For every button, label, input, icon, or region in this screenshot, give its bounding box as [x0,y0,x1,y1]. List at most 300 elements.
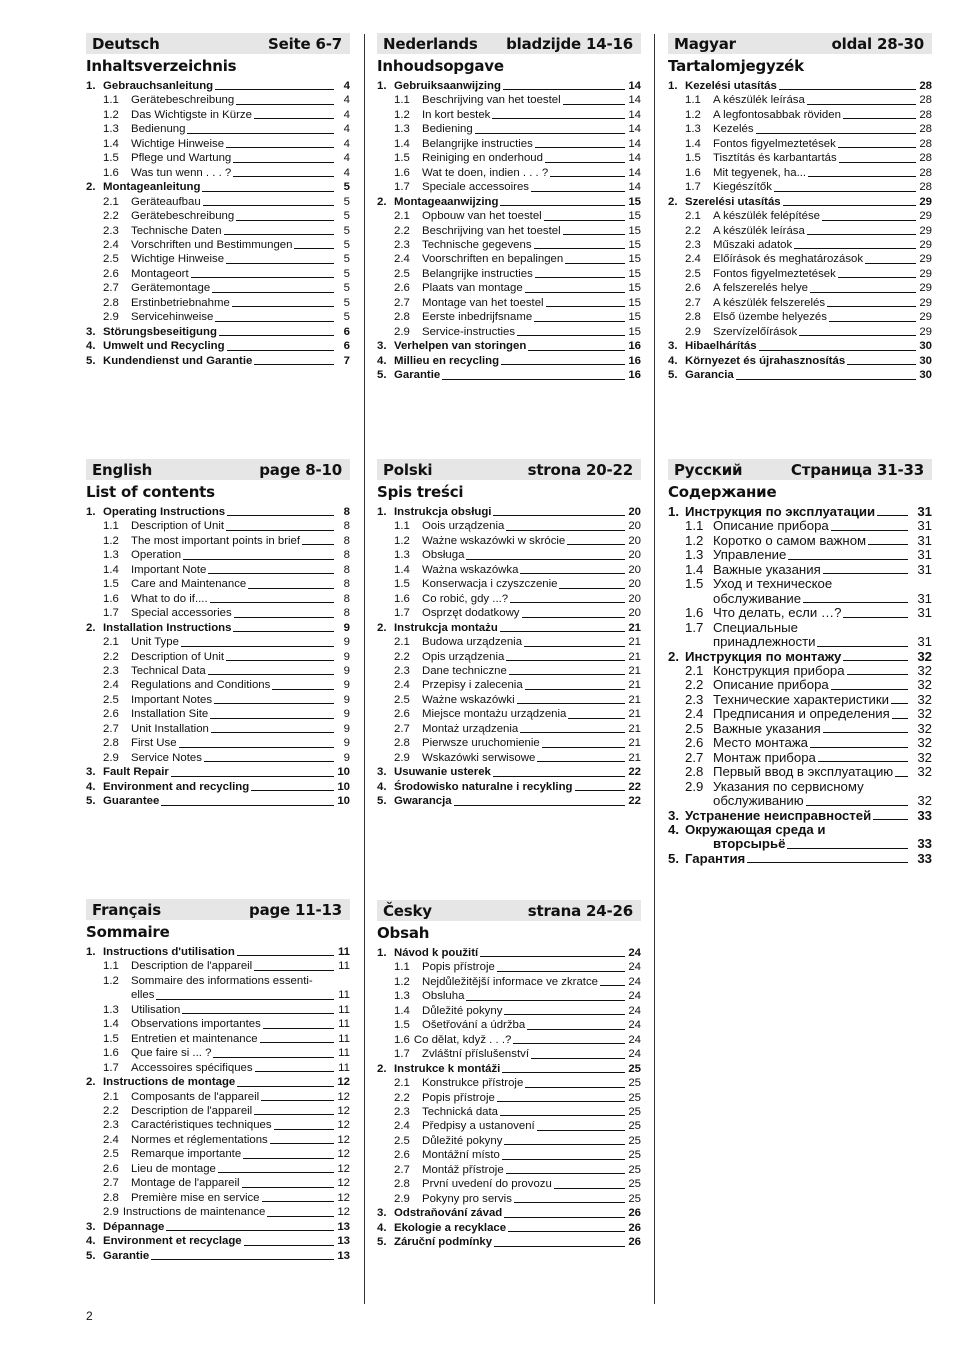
toc-entry [86,267,350,281]
page-range: strana 24-26 [527,901,633,920]
toc-entry [377,296,641,310]
toc-entry-page: 22 [628,766,641,779]
toc-entry [86,707,350,721]
dot-leader [243,1158,334,1159]
toc-entry-label: Entretien et maintenance [131,1032,258,1045]
toc-entry-page: 20 [628,549,641,562]
toc-entry-page: 15 [628,224,641,237]
toc-entry-number: 5. [86,795,96,808]
toc-entry-number: 2.9 [103,751,119,764]
language-name: Deutsch [92,34,160,53]
toc-entry-label: Instrukce k montáži [394,1062,501,1075]
dot-leader [219,335,334,336]
toc-entry-number: 2.1 [685,662,704,678]
toc-entry-page: 33 [917,807,932,823]
toc-entry [377,1091,641,1105]
toc-entry [377,707,641,721]
toc-entry-number: 2.1 [394,1077,410,1090]
dot-leader [166,1230,334,1231]
toc-entry [86,519,350,533]
dot-leader [839,162,916,163]
dot-leader [181,646,334,647]
toc-list [377,505,641,809]
toc-entry-label: Environment and recycling [103,780,250,793]
dot-leader [183,559,334,560]
toc-entry-label: Гарантия [685,850,746,866]
dot-leader [525,689,625,690]
toc-entry-label: Ważne wskazówki [422,693,515,706]
toc-entry-page: 29 [919,282,932,295]
toc-entry-label: Коротко о самом важном [713,532,867,548]
toc-entry-number: 1.1 [394,961,410,974]
toc-entry-page: 16 [628,354,641,367]
toc-entry-page: 30 [919,369,932,382]
toc-entry-number: 2.3 [394,238,410,251]
toc-entry-page: 31 [917,605,932,621]
dot-leader [550,176,625,177]
toc-entry-number: 1. [668,504,679,519]
toc-entry-label: Vorschriften und Bestimmungen [131,238,293,251]
toc-entry [86,945,350,959]
toc-entry-label: Pflege und Wartung [131,152,232,165]
toc-entry-label: Special accessories [131,607,232,620]
toc-entry-page: 11 [338,960,350,973]
dot-leader [475,133,625,134]
dot-leader [575,790,625,791]
toc-entry-number: 1.5 [394,152,410,165]
toc-entry-page: 14 [628,152,641,165]
toc-entry-label: Garantie [394,369,441,382]
toc-entry-label: Obsługa [422,549,465,562]
dot-leader [254,364,334,365]
toc-entry-page: 28 [919,181,932,194]
column-divider-right [654,34,655,1304]
toc-entry-number: 1.3 [685,123,701,136]
toc-entry-page: 9 [343,751,350,764]
toc-entry [377,281,641,295]
dot-leader [254,970,334,971]
toc-entry [377,368,641,382]
section-header [86,899,350,920]
toc-entry [86,325,350,339]
toc-entry-number: 1.2 [685,108,701,121]
toc-entry-label: Beschrijving van het toestel [422,94,561,107]
dot-leader [234,617,334,618]
dot-leader [251,790,334,791]
toc-entry-label: A legfontosabbak röviden [713,108,841,121]
dot-leader [827,306,916,307]
toc-entry [86,664,350,678]
dot-leader [847,674,908,675]
toc-entry-number: 2.5 [103,693,119,706]
toc-entry-label: принадлежности [713,634,816,650]
toc-entry-label: Garantie [103,1249,150,1262]
toc-entry [668,707,932,721]
toc-entry-number: 1.5 [394,1019,410,1032]
toc-entry-number: 2.8 [685,311,701,324]
toc-entry-page: 24 [628,961,641,974]
toc-entry-number: 1.7 [103,1061,119,1074]
dot-leader [525,292,625,293]
toc-entry [668,693,932,707]
toc-entry-number: 1.2 [685,532,704,548]
toc-entry-label: Záruční podmínky [394,1236,493,1249]
dot-leader [527,1029,625,1030]
toc-entry-label: Composants de l'appareil [131,1090,260,1103]
toc-entry [377,1062,641,1076]
toc-entry-label: Regulations and Conditions [131,679,271,692]
toc-entry-label: Operation [131,549,182,562]
toc-entry-page: 14 [628,94,641,107]
toc-entry-label: Belangrijke instructies [422,137,533,150]
toc-entry [86,959,350,973]
toc-entry-number: 1.4 [394,1004,410,1017]
toc-entry-number: 4. [86,340,96,353]
dot-leader [559,588,625,589]
toc-entry-label: Gwarancja [394,795,452,808]
toc-entry-page: 24 [628,947,641,959]
dot-leader [838,277,916,278]
toc-entry [377,765,641,779]
toc-entry-number: 2.3 [685,691,704,707]
toc-entry-page: 11 [338,1003,350,1016]
toc-entry-page: 7 [343,354,350,367]
toc-entry-number: 2.1 [394,210,410,223]
toc-entry [86,621,350,635]
toc-entry-number: 2.6 [685,735,704,751]
dot-leader [810,747,908,748]
toc-entry-label: Wskazówki serwisowe [422,751,536,764]
section-title: Tartalomjegyzék [668,57,804,75]
dot-leader [522,617,626,618]
toc-entry-label: Монтаж прибора [713,749,816,765]
toc-entry-number: 1.6 [394,166,410,179]
toc-entry-label: Fault Repair [103,766,169,779]
section-title: Sommaire [86,923,170,941]
toc-entry-page: 15 [628,267,641,280]
dot-leader [822,220,916,221]
toc-entry-page: 33 [917,850,932,866]
toc-entry-page: 32 [917,793,932,809]
toc-entry-page: 25 [628,1134,641,1147]
dot-leader [838,147,916,148]
toc-entry [377,563,641,577]
dot-leader [466,1000,625,1001]
toc-entry-number: 1.1 [103,94,119,107]
toc-entry-page: 31 [917,561,932,577]
toc-entry-page: 32 [917,735,932,751]
toc-entry-page: 15 [628,253,641,266]
toc-entry-number: 2.4 [103,238,119,251]
toc-entry-page: 25 [628,1192,641,1205]
toc-entry [86,592,350,606]
toc-entry-number: 1.3 [103,123,119,136]
toc-entry [668,79,932,93]
dot-leader [513,1043,625,1044]
toc-entry-label: Description of Unit [131,650,225,663]
toc-entry-page: 21 [628,708,641,721]
toc-entry-label: Geräteaufbau [131,195,201,208]
toc-entry-label: Důležité pokyny [422,1134,503,1147]
toc-entry-number: 1.7 [685,181,701,194]
toc-entry [668,635,932,649]
dot-leader [226,147,334,148]
toc-entry-page: 28 [919,80,932,92]
toc-entry-label: Návod k použití [394,947,479,959]
dot-leader [263,1028,334,1029]
toc-entry [86,252,350,266]
toc-entry [668,108,932,122]
toc-entry [377,252,641,266]
toc-entry-page: 14 [628,181,641,194]
toc-entry-label: Eerste inbedrijfsname [422,311,533,324]
toc-entry-label: Gerätebeschreibung [131,210,235,223]
language-name: Nederlands [383,34,478,53]
toc-entry [668,664,932,678]
dot-leader [294,248,334,249]
dot-leader [563,104,625,105]
dot-leader [524,646,625,647]
language-name: Česky [383,901,432,920]
toc-entry [668,606,932,620]
toc-entry-label: Reiniging en onderhoud [422,152,543,165]
toc-entry-number: 1.5 [685,576,704,592]
section-title: Inhaltsverzeichnis [86,57,237,75]
toc-entry-page: 14 [628,80,641,92]
toc-entry-page: 6 [343,340,350,353]
dot-leader [873,819,908,820]
toc-entry-label: Pokyny pro servis [422,1192,512,1205]
toc-entry-page: 21 [628,751,641,764]
toc-entry-label: Opis urządzenia [422,650,505,663]
toc-entry-page: 14 [628,123,641,136]
toc-entry-page: 25 [628,1091,641,1104]
toc-entry-label: Gerätebeschreibung [131,94,235,107]
toc-entry-label: Beschrijving van het toestel [422,224,561,237]
dot-leader [182,1013,334,1014]
toc-entry-label: Kiegészítők [713,181,772,194]
toc-entry [86,751,350,765]
dot-leader [503,89,625,90]
toc-entry-number: 1.3 [685,547,704,563]
dot-leader [233,176,334,177]
toc-entry-number: 4. [668,821,679,837]
dot-leader [274,1129,334,1130]
toc-entry-page: 9 [343,693,350,706]
toc-entry-number: 1. [86,80,96,92]
dot-leader [214,703,334,704]
toc-entry-page: 16 [628,369,641,382]
toc-entry [668,678,932,692]
toc-entry-number: 2.4 [685,253,701,266]
toc-entry-label: Utilisation [131,1003,181,1016]
toc-entry-label: Plaats van montage [422,282,523,295]
dot-leader [215,321,334,322]
toc-entry [86,224,350,238]
toc-entry-label: Service-instructies [422,325,516,338]
toc-entry-label: Уход и техническое [713,576,833,592]
dot-leader [535,147,625,148]
toc-entry [377,505,641,519]
toc-entry [377,722,641,736]
dot-leader [224,234,334,235]
toc-section-en [86,459,350,809]
toc-entry [668,151,932,165]
toc-entry [668,252,932,266]
toc-entry-number: 2.8 [394,737,410,750]
dot-leader [520,573,625,574]
toc-entry [668,736,932,750]
toc-entry-page: 8 [343,506,350,518]
toc-entry-page: 12 [337,1076,350,1089]
toc-entry [668,577,932,591]
toc-entry [86,650,350,664]
dot-leader [794,248,916,249]
toc-entry-label: Kezelési utasítás [685,80,777,92]
dot-leader [537,761,625,762]
toc-entry [668,296,932,310]
toc-entry-page: 5 [343,238,350,251]
dot-leader [493,776,625,777]
toc-entry-page: 9 [343,708,350,721]
dot-leader [236,104,334,105]
toc-entry-number: 1. [377,947,387,959]
toc-entry-number: 1.5 [103,152,119,165]
toc-entry-number: 2.8 [394,1178,410,1191]
dot-leader [480,956,625,957]
toc-entry [86,209,350,223]
toc-entry-number: 3. [668,807,679,823]
page-range: page 8-10 [259,460,342,479]
toc-entry-number: 2.6 [685,282,701,295]
language-name: Русский [674,460,743,479]
toc-entry-label: Service Notes [131,751,202,764]
toc-entry-label: What to do if.... [131,592,208,605]
toc-entry-label: A készülék felszerelés [713,296,826,309]
toc-entry-number: 5. [377,369,387,382]
toc-entry-number: 1.6 [103,592,119,605]
toc-entry-page: 28 [919,123,932,136]
toc-entry-label: Odstraňování závad [394,1207,503,1220]
dot-leader [226,530,334,531]
toc-entry-page: 21 [628,664,641,677]
toc-entry-label: A készülék leírása [713,224,805,237]
toc-entry-number: 1.2 [103,974,119,987]
toc-entry-label: Description de l'appareil [131,960,253,973]
toc-entry [377,354,641,368]
dot-leader [542,747,625,748]
toc-entry [668,621,932,635]
toc-entry-label: Opbouw van het toestel [422,210,542,223]
toc-entry-label: Observations importantes [131,1018,261,1031]
toc-entry-number: 2.8 [685,764,704,780]
toc-entry-label: Erstinbetriebnahme [131,296,230,309]
toc-entry-page: 12 [337,1206,350,1219]
toc-entry [377,151,641,165]
toc-entry-label: вторсырьё [713,836,786,852]
toc-entry-page: 29 [919,267,932,280]
toc-entry [668,122,932,136]
dot-leader [227,350,334,351]
toc-entry-page: 6 [343,325,350,338]
toc-entry [86,1205,350,1219]
toc-entry-label: Указания по сервисному [713,778,864,794]
toc-entry-number: 2.1 [685,210,701,223]
toc-entry [377,339,641,353]
toc-entry-label: Předpisy a ustanovení [422,1120,535,1133]
toc-entry-label: Montaż urządzenia [422,722,519,735]
toc-entry-page: 12 [337,1119,350,1132]
toc-entry-label: Важные указания [713,561,821,577]
toc-entry-page: 9 [343,737,350,750]
dot-leader [843,118,916,119]
dot-leader [208,573,334,574]
toc-entry-number: 2.6 [394,282,410,295]
toc-entry-number: 1.2 [394,975,410,988]
toc-entry [668,534,932,548]
toc-entry-label: Miejsce montażu urządzenia [422,708,567,721]
toc-entry [86,122,350,136]
toc-entry-number: 1.6 [394,1033,410,1046]
toc-section-pl [377,459,641,809]
toc-entry-label: Servicehinweise [131,311,214,324]
toc-entry-number: 2. [377,195,387,208]
toc-entry-label: Montageanleitung [103,181,201,194]
toc-entry-number: 1.2 [103,108,119,121]
toc-entry-label: Was tun wenn . . . ? [131,166,232,179]
toc-entry-label: Ošetřování a údržba [422,1019,526,1032]
toc-entry [377,736,641,750]
dot-leader [534,248,625,249]
toc-entry-label: Instructions d'utilisation [103,946,235,958]
toc-entry-label: Przepisy i zalecenia [422,679,523,692]
dot-leader [236,220,334,221]
toc-entry-page: 28 [919,108,932,121]
toc-entry-page: 15 [628,238,641,251]
toc-entry-page: 21 [628,722,641,735]
toc-entry-number: 1. [86,946,96,958]
toc-entry-number: 3. [377,340,387,353]
toc-entry [668,281,932,295]
toc-entry-page: 14 [628,137,641,150]
toc-entry-number: 1.4 [103,137,119,150]
dot-leader [502,1072,625,1073]
toc-entry-number: 1.3 [103,1003,119,1016]
dot-leader [823,732,908,733]
toc-entry [668,209,932,223]
toc-entry-page: 20 [628,607,641,620]
toc-entry-page: 32 [917,677,932,693]
toc-entry-label: Technická data [422,1105,498,1118]
toc-entry-number: 2. [377,621,387,634]
dot-leader [237,1086,334,1087]
toc-entry-label: Installation Instructions [103,621,232,634]
toc-entry-page: 32 [917,764,932,780]
toc-entry-page: 9 [343,650,350,663]
toc-entry-number: 1.2 [394,108,410,121]
dot-leader [774,191,916,192]
dot-leader [211,732,334,733]
dot-leader [493,515,625,516]
toc-entry [86,238,350,252]
dot-leader [267,1216,334,1217]
toc-entry-page: 11 [338,1047,350,1060]
toc-entry [668,310,932,324]
toc-entry-page: 20 [628,534,641,547]
toc-entry-label: Osprzęt dodatkowy [422,607,520,620]
toc-entry-label: Важные указания [713,720,821,736]
dot-leader [248,588,334,589]
